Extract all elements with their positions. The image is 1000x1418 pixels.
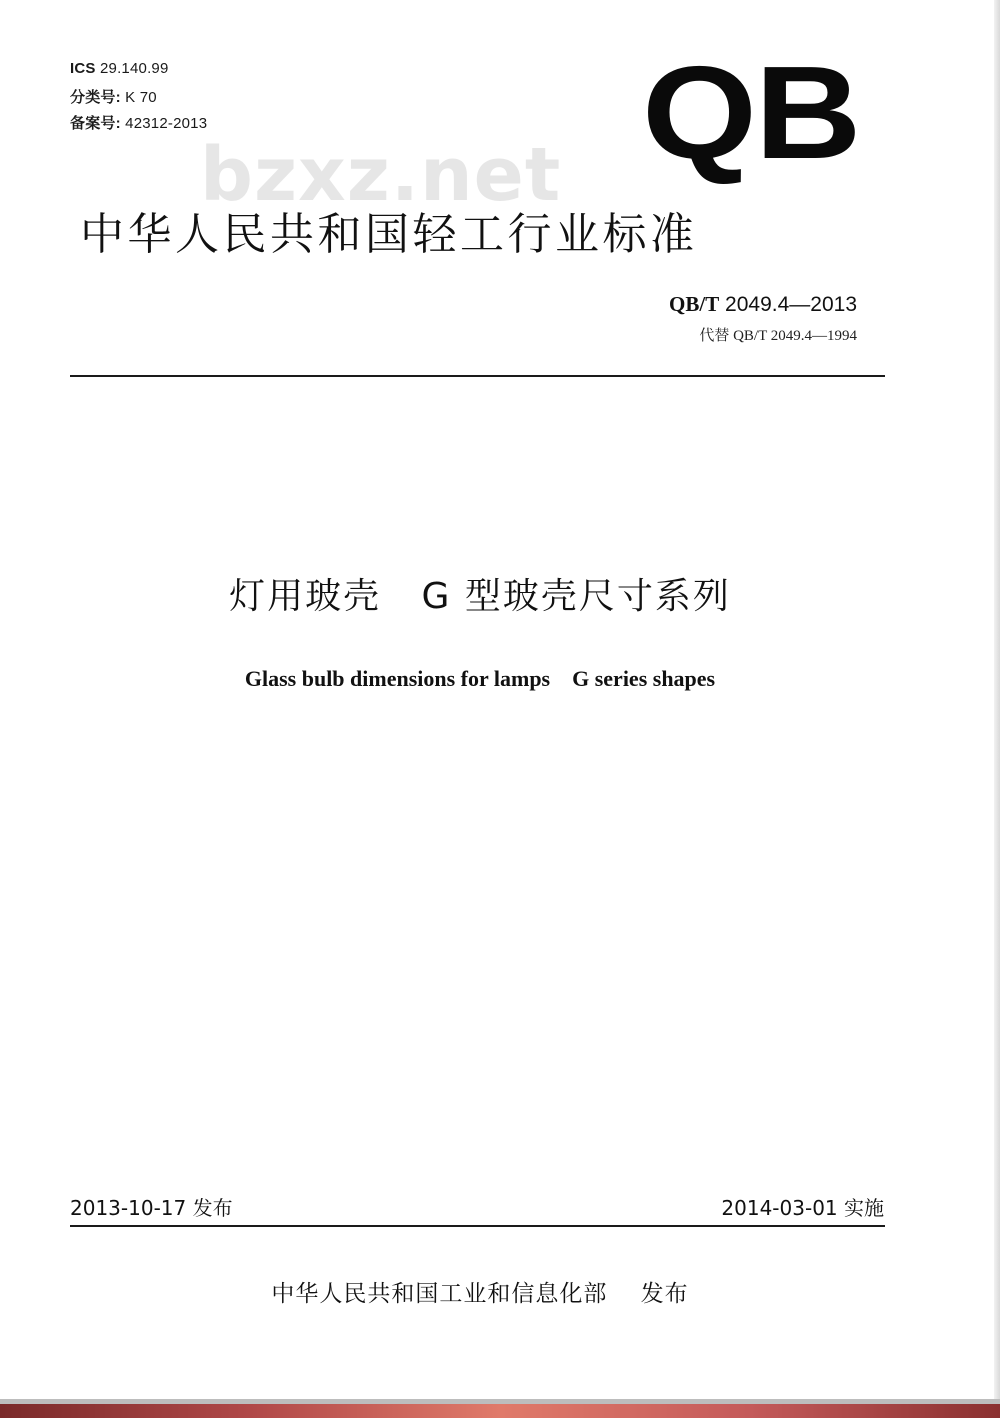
standard-category-title: 中华人民共和国轻工行业标准 — [80, 209, 698, 260]
publisher: 中华人民共和国工业和信息化部 发布 — [271, 1281, 689, 1307]
standard-number — [669, 292, 857, 317]
issue-date: 2013-10-17 发布 — [70, 1196, 233, 1220]
record-line — [70, 112, 207, 133]
classification-line — [70, 86, 157, 107]
page-right-edge — [994, 0, 1000, 1418]
ics-value: 29.140.99 — [99, 60, 169, 77]
ics-label: ICS — [70, 60, 96, 77]
qb-logo: QB — [642, 39, 860, 186]
standard-code-number: 2049.4—2013 — [725, 293, 857, 316]
document-title-english: Glass bulb dimensions for lamps G series shapes — [244, 666, 716, 691]
header-divider — [70, 375, 885, 377]
record-label: 备案号: — [70, 115, 121, 132]
footer-divider — [70, 1225, 885, 1227]
ics-line — [70, 60, 169, 77]
classification-value: K 70 — [125, 89, 157, 106]
watermark: bzxz.net — [200, 132, 562, 218]
page-bottom-band — [0, 1404, 1000, 1418]
standard-code-prefix: QB/T — [669, 292, 720, 316]
document-title-chinese: 灯用玻壳 G 型玻壳尺寸系列 — [229, 576, 731, 617]
classification-label: 分类号: — [70, 89, 121, 106]
record-value: 42312-2013 — [125, 115, 208, 132]
implementation-date: 2014-03-01 实施 — [721, 1196, 884, 1220]
replaces-standard: 代替 QB/T 2049.4—1994 — [699, 328, 857, 344]
